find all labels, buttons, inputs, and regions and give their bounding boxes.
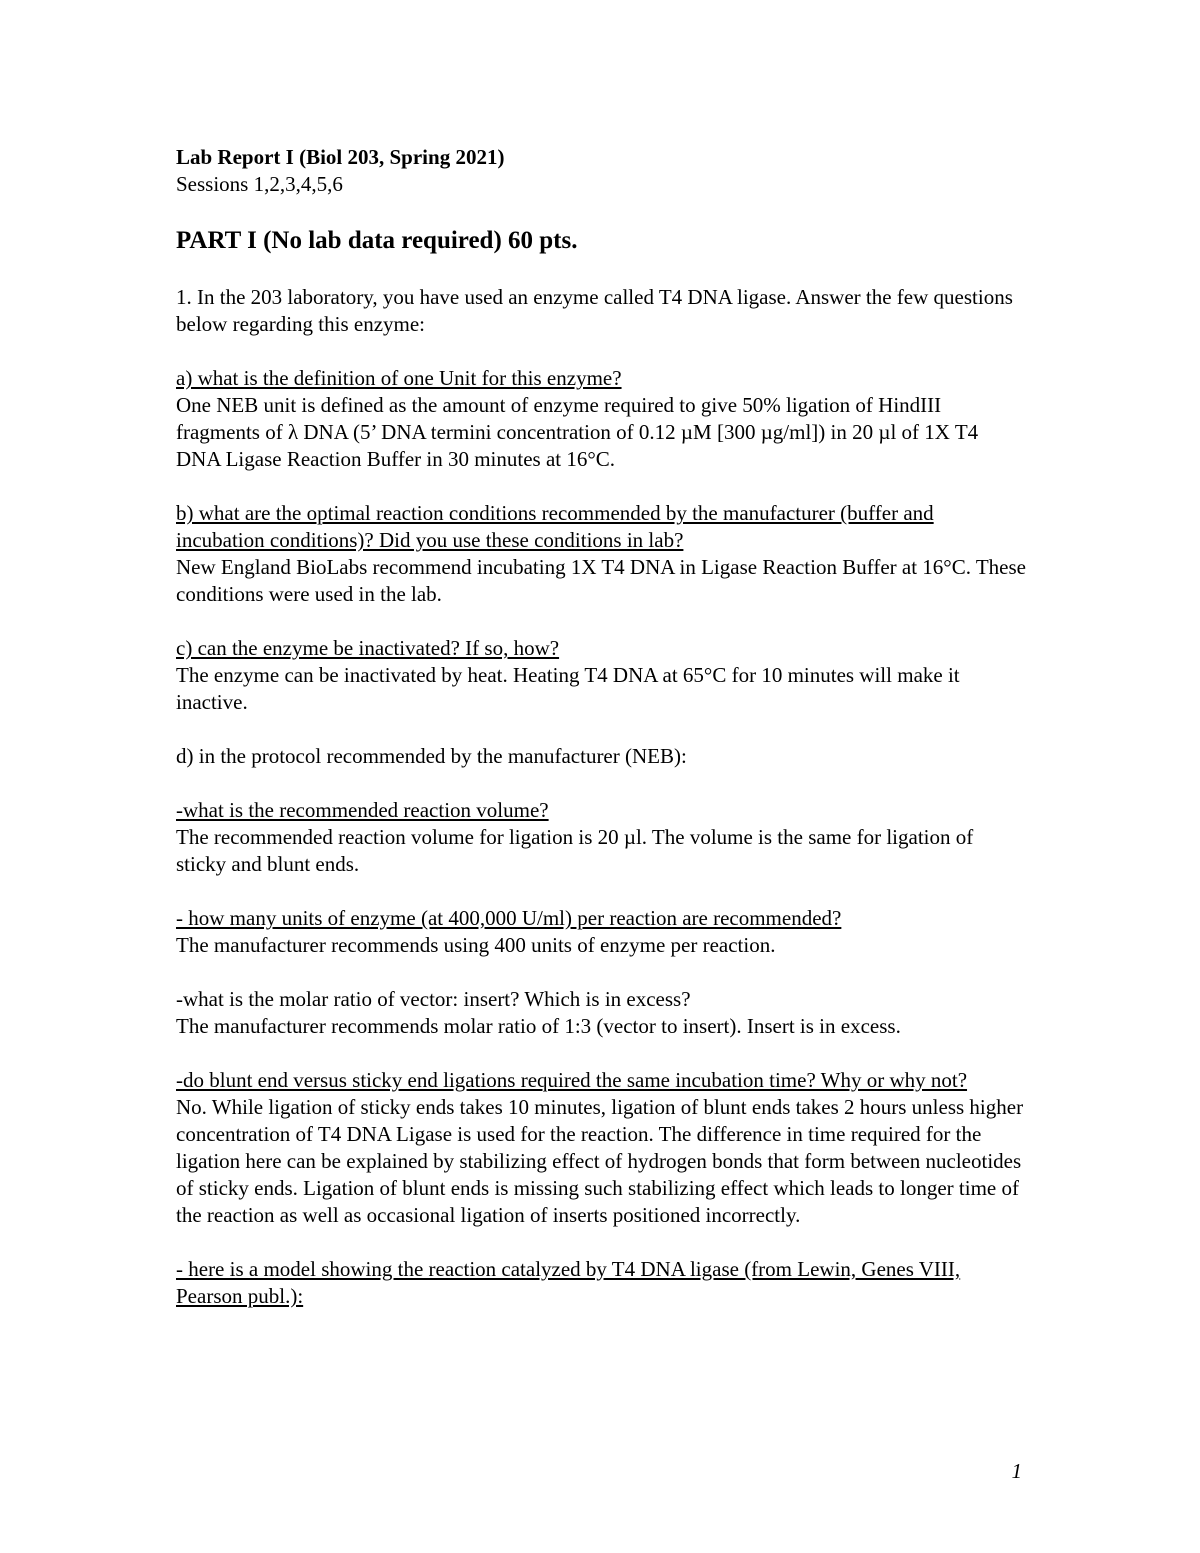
document-title: Lab Report I (Biol 203, Spring 2021)	[176, 145, 505, 169]
units-block	[176, 905, 1026, 959]
blunt-question: -do blunt end versus sticky end ligations required the same incubation time? Why or why not?	[176, 1068, 968, 1092]
question-d-intro: d) in the protocol recommended by the manufacturer (NEB):	[176, 744, 687, 768]
ratio-answer: The manufacturer recommends molar ratio of 1:3 (vector to insert). Insert is in excess.	[176, 1014, 901, 1038]
sessions-line: Sessions 1,2,3,4,5,6	[176, 172, 343, 196]
question-b: b) what are the optimal reaction conditions recommended by the manufacturer (buffer and incubation conditions)? Did you use these conditions in lab?	[176, 501, 934, 552]
question-a: a) what is the definition of one Unit for this enzyme?	[176, 366, 622, 390]
volume-question: -what is the recommended reaction volume?	[176, 798, 549, 822]
units-answer: The manufacturer recommends using 400 units of enzyme per reaction.	[176, 933, 776, 957]
answer-a: One NEB unit is defined as the amount of enzyme required to give 50% ligation of HindIII fragments of λ DNA (5’ DNA termini concentration of 0.12 µM [300 µg/ml]) in 20 µl of 1X T4 DNA Ligase Reaction Buffer in 30 minutes at 16°C.	[176, 393, 979, 471]
question-c: c) can the enzyme be inactivated? If so, how?	[176, 636, 560, 660]
blunt-answer: No. While ligation of sticky ends takes 10 minutes, ligation of blunt ends takes 2 hours unless higher concentration of T4 DNA Ligase is used for the reaction. The difference in time required for the ligation here can be explained by stabilizing effect of hydrogen bonds that form between nucleotides of sticky ends. Ligation of blunt ends is missing such stabilizing effect which leads to longer time of the reaction as well as occasional ligation of inserts positioned incorrectly.	[176, 1095, 1024, 1227]
units-question: - how many units of enzyme (at 400,000 U/ml) per reaction are recommended?	[176, 906, 842, 930]
part-heading: PART I (No lab data required) 60 pts.	[176, 227, 578, 254]
page-number: 1	[1011, 1459, 1022, 1483]
answer-c: The enzyme can be inactivated by heat. Heating T4 DNA at 65°C for 10 minutes will make it inactive.	[176, 663, 960, 714]
question-a-block	[176, 365, 1026, 473]
blunt-block	[176, 1067, 1026, 1229]
volume-answer: The recommended reaction volume for ligation is 20 µl. The volume is the same for ligation of sticky and blunt ends.	[176, 825, 974, 876]
ratio-question: -what is the molar ratio of vector: insert? Which is in excess?	[176, 987, 691, 1011]
volume-block	[176, 797, 1026, 878]
model-block	[176, 1256, 1026, 1310]
model-caption: - here is a model showing the reaction catalyzed by T4 DNA ligase (from Lewin, Genes VIII, Pearson publ.):	[176, 1257, 961, 1308]
document-page	[176, 144, 1026, 1310]
question-c-block	[176, 635, 1026, 716]
question-d-intro-block	[176, 743, 1026, 770]
answer-b: New England BioLabs recommend incubating 1X T4 DNA in Ligase Reaction Buffer at 16°C. These conditions were used in the lab.	[176, 555, 1026, 606]
question-1-intro: 1. In the 203 laboratory, you have used an enzyme called T4 DNA ligase. Answer the few questions below regarding this enzyme:	[176, 285, 1013, 336]
question-b-block	[176, 500, 1026, 608]
ratio-block	[176, 986, 1026, 1040]
